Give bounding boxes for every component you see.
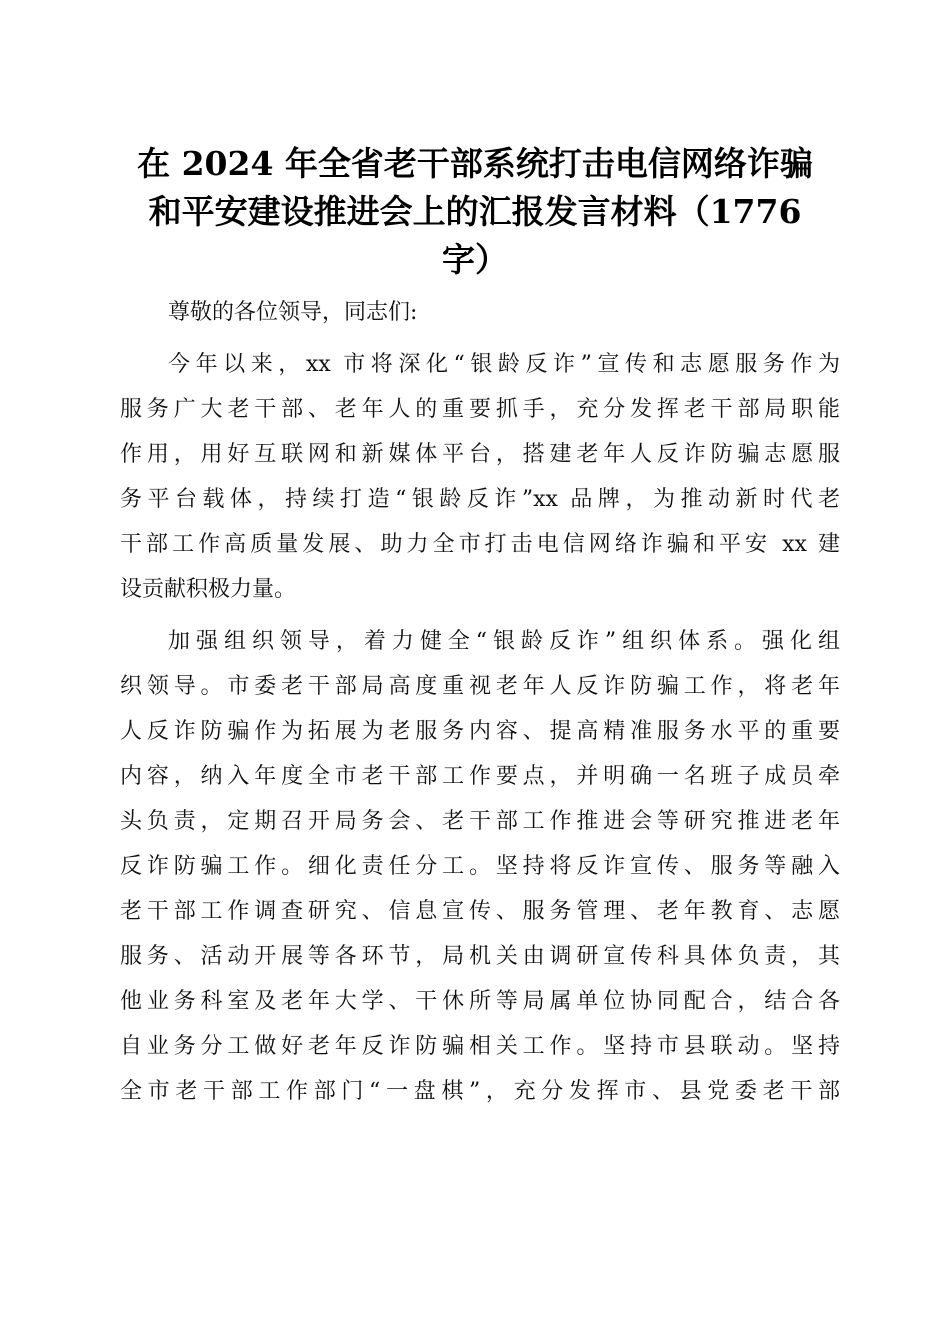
paragraph-line: 加强组织领导，着力健全“银龄反诈”组织体系。强化组 [168, 629, 840, 654]
document-body [120, 290, 840, 1114]
paragraph-organization [120, 619, 840, 1114]
paragraph-salutation [120, 290, 840, 335]
paragraph-line: 自业务分工做好老年反诈防骗相关工作。坚持市县联动。坚持 [120, 1034, 840, 1059]
title-line: 和平安建设推进会上的汇报发言材料（1776 [148, 192, 802, 231]
title-line: 在 2024 年全省老干部系统打击电信网络诈骗 [137, 144, 813, 183]
paragraph-line: 设贡献积极力量。 [120, 577, 297, 602]
paragraph-line: 服务、活动开展等各环节，局机关由调研宣传科具体负责，其 [120, 944, 840, 969]
paragraph-line: 务平台载体，持续打造“银龄反诈”xx 品牌，为推动新时代老 [120, 487, 840, 512]
paragraph-line: 人反诈防骗作为拓展为老服务内容、提高精准服务水平的重要 [120, 719, 840, 744]
title-line: 字） [442, 240, 508, 279]
paragraph-intro [120, 342, 840, 612]
paragraph-line: 织领导。市委老干部局高度重视老年人反诈防骗工作，将老年 [120, 674, 840, 699]
paragraph-line: 服务广大老干部、老年人的重要抓手，充分发挥老干部局职能 [120, 397, 840, 422]
paragraph-line: 尊敬的各位领导，同志们: [168, 300, 418, 325]
paragraph-line: 他业务科室及老年大学、干休所等局属单位协同配合，结合各 [120, 989, 840, 1014]
paragraph-line: 今年以来，xx 市将深化“银龄反诈”宣传和志愿服务作为 [168, 352, 840, 377]
paragraph-line: 作用，用好互联网和新媒体平台，搭建老年人反诈防骗志愿服 [120, 442, 840, 467]
paragraph-line: 全市老干部工作部门“一盘棋”，充分发挥市、县党委老干部 [120, 1079, 840, 1104]
document-title [100, 140, 850, 284]
paragraph-line: 内容，纳入年度全市老干部工作要点，并明确一名班子成员牵 [120, 764, 840, 789]
paragraph-line: 反诈防骗工作。细化责任分工。坚持将反诈宣传、服务等融入 [120, 854, 840, 879]
paragraph-line: 老干部工作调查研究、信息宣传、服务管理、老年教育、志愿 [120, 899, 840, 924]
paragraph-line: 干部工作高质量发展、助力全市打击电信网络诈骗和平安 xx 建 [120, 532, 840, 557]
paragraph-line: 头负责，定期召开局务会、老干部工作推进会等研究推进老年 [120, 809, 840, 834]
